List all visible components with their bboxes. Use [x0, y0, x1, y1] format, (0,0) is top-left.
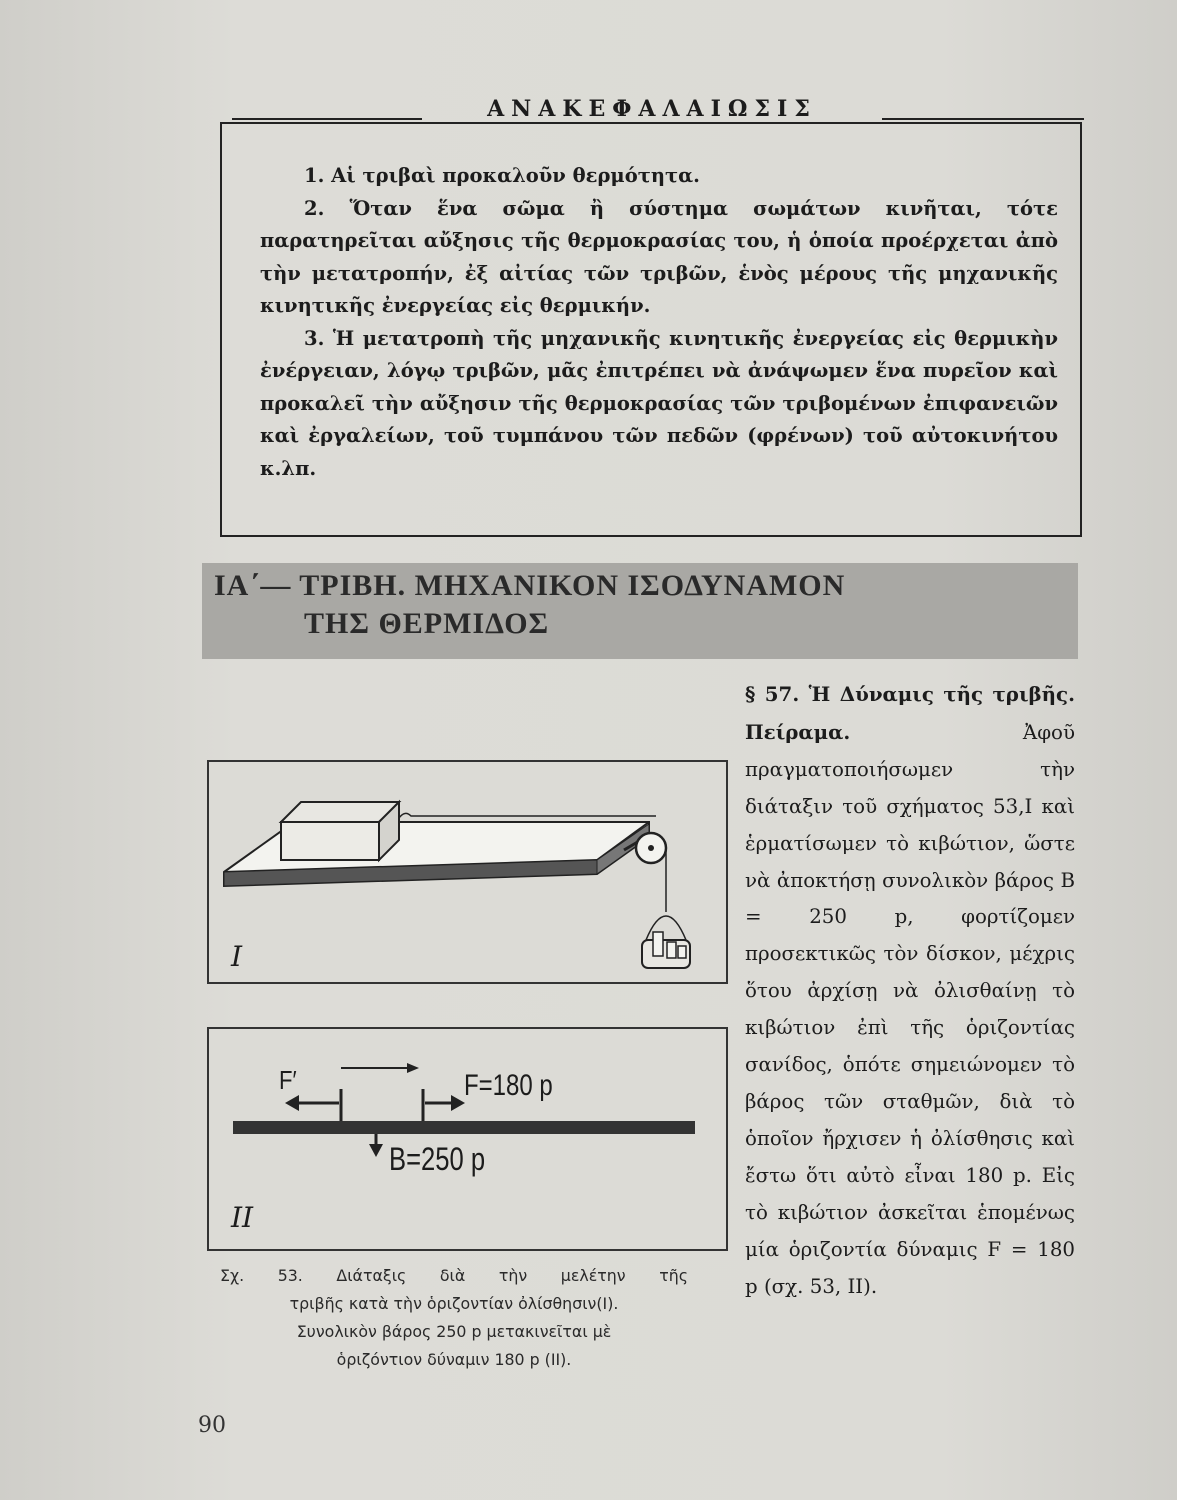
figure-53-i — [207, 760, 728, 984]
section-57 — [745, 676, 1075, 1305]
summary-box — [220, 122, 1082, 537]
chapter-title-line-1: ΙΑ΄— ΤΡΙΒΗ. ΜΗΧΑΝΙΚΟΝ ΙΣΟΔΥΝΑΜΟΝ — [214, 569, 846, 602]
weight-label: B=250 p — [389, 1141, 486, 1177]
force-diagram — [209, 1029, 726, 1249]
summary-title: ΑΝΑΚΕΦΑΛΑΙΩΣΙΣ — [487, 96, 817, 122]
apparatus-drawing — [209, 762, 726, 982]
heading-rule-right — [882, 118, 1084, 120]
figure-label-i: I — [231, 940, 243, 973]
figure-53-ii — [207, 1027, 728, 1251]
chapter-title-line-2: ΤΗΣ ΘΕΡΜΙΔΟΣ — [304, 607, 550, 640]
caption-line-3: Συνολικὸν βάρος 250 p μετακινεῖται μὲ — [296, 1322, 612, 1341]
caption-line-1: Σχ. 53. Διάταξις διὰ τὴν μελέτην τῆς — [220, 1266, 688, 1285]
chapter-banner — [202, 563, 1078, 659]
caption-line-2: τριβῆς κατὰ τὴν ὁριζοντίαν ὀλίσθησιν(Ι). — [289, 1294, 619, 1313]
page-number: 90 — [198, 1413, 226, 1438]
caption-line-4: ὁριζόντιον δύναμιν 180 p (ΙΙ). — [336, 1350, 572, 1369]
summary-point-3: 3. Ἡ μετατροπὴ τῆς μηχανικῆς κινητικῆς ἐνεργείας εἰς θερμικὴν ἐνέργειαν, λόγῳ τριβῶν, μᾶς ἐπιτρέπει νὰ ἀνάψωμεν ἕνα πυρεῖον καὶ προκαλεῖ τὴν αὔξησιν τῆς θερμοκρασίας τῶν τριβομένων ἐπιφανειῶν καὶ ἐργαλείων, τοῦ τυμπάνου τῶν πεδῶν (φρένων) τοῦ αὐτοκινήτου κ.λπ. — [260, 326, 1058, 480]
summary-point-2: 2. Ὅταν ἕνα σῶμα ἢ σύστημα σωμάτων κινῆται, τότε παρατηρεῖται αὔξησις τῆς θερμοκρασίας του, ἡ ὁποία προέρχεται ἀπὸ τὴν μετατροπήν, ἐξ αἰτίας τῶν τριβῶν, ἑνὸς μέρους τῆς μηχανικῆς κινητικῆς ἐνεργείας εἰς θερμικήν. — [260, 196, 1058, 317]
force-label-right: F=180 p — [464, 1069, 553, 1102]
section-heading: § 57. Ἡ Δύναμις τῆς τριβῆς. Πείραμα. — [745, 682, 1075, 744]
summary-point-1: 1. Αἱ τριβαὶ προκαλοῦν θερμότητα. — [304, 164, 700, 187]
force-label-left: F′ — [279, 1065, 297, 1095]
figure-label-ii: II — [231, 1201, 254, 1234]
heading-rule-left — [232, 118, 422, 120]
figure-caption — [220, 1262, 688, 1374]
section-body: Ἀφοῦ πραγματοποιήσωμεν τὴν διάταξιν τοῦ σχήματος 53,Ι καὶ ἑρματίσωμεν τὸ κιβώτιον, ὥστε νὰ ἀποκτήσῃ συνολικὸν βάρος Β = 250 p, φορτίζομεν προσεκτικῶς τὸν δίσκον, μέχρις ὅτου ἀρχίσῃ νὰ ὀλισθαίνῃ τὸ κιβώτιον ἐπὶ τῆς ὁριζοντίας σανίδος, ὁπότε σημειώνομεν τὸ βάρος τῶν σταθμῶν, διὰ τὸ ὁποῖον ἤρχισεν ἡ ὀλίσθησις καὶ ἔστω ὅτι αὐτὸ εἶναι 180 p. Εἰς τὸ κιβώτιον ἀσκεῖται ἑπομένως μία ὁριζοντία δύναμις F = 180 p (σχ. 53, ΙΙ). — [745, 720, 1075, 1298]
